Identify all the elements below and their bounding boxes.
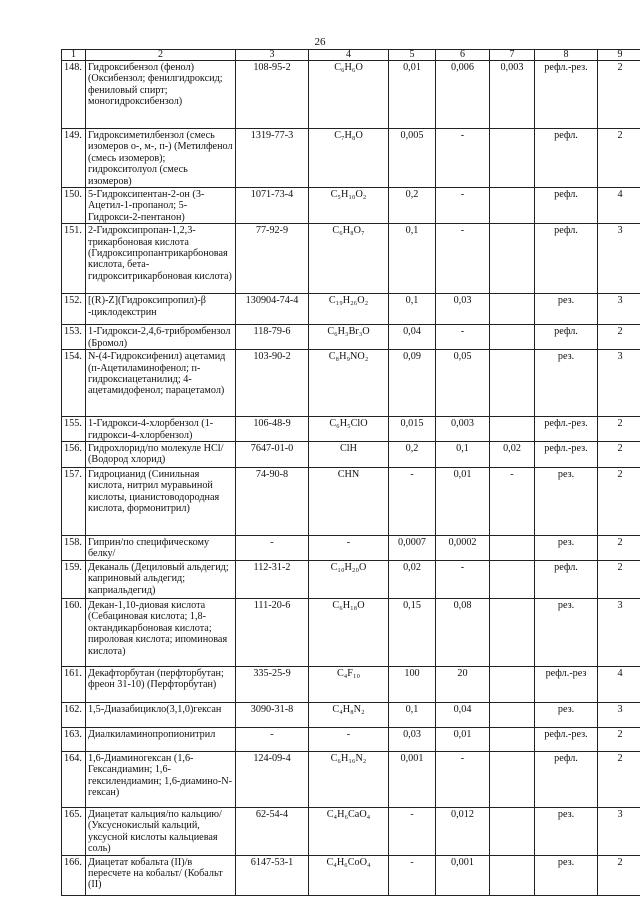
value-col9: 3 — [598, 702, 640, 727]
value-col6: 0,012 — [436, 807, 490, 855]
table-row — [62, 666, 640, 702]
row-number: 148. — [62, 61, 86, 129]
value-col6: 20 — [436, 666, 490, 702]
row-number: 152. — [62, 294, 86, 325]
value-col7: 0,003 — [490, 61, 535, 129]
substance-name: Гидрохлорид/по молекуле HCl/ (Водород хлорид) — [86, 442, 236, 468]
value-col5: 0,03 — [389, 727, 436, 751]
table-row — [62, 417, 640, 442]
substance-name: Гидроцианид (Синильная кислота, нитрил муравьиной кислоты, цианистоводородная кислота, формонитрил) — [86, 468, 236, 536]
table-row — [62, 294, 640, 325]
value-col5: - — [389, 468, 436, 536]
value-col6: - — [436, 560, 490, 598]
row-number: 161. — [62, 666, 86, 702]
row-number: 164. — [62, 751, 86, 807]
value-col7 — [490, 350, 535, 417]
substance-table — [61, 49, 640, 896]
cas-number: 1071-73-4 — [236, 188, 309, 224]
value-col8: рефл. — [535, 129, 598, 188]
value-col8: рефл. — [535, 188, 598, 224]
cas-number: 62-54-4 — [236, 807, 309, 855]
cas-number: 6147-53-1 — [236, 855, 309, 895]
row-number: 150. — [62, 188, 86, 224]
value-col7 — [490, 224, 535, 294]
cas-number: 103-90-2 — [236, 350, 309, 417]
column-header: 9 — [598, 50, 640, 61]
cas-number: 335-25-9 — [236, 666, 309, 702]
row-number: 156. — [62, 442, 86, 468]
cas-number: - — [236, 727, 309, 751]
value-col6: - — [436, 325, 490, 350]
formula: - — [309, 536, 389, 561]
substance-name: 5-Гидроксипентан-2-он (3-Ацетил-1-пропанол; 5-Гидрокси-2-пентанон) — [86, 188, 236, 224]
value-col7 — [490, 560, 535, 598]
value-col7 — [490, 702, 535, 727]
value-col5: 0,1 — [389, 702, 436, 727]
column-header: 1 — [62, 50, 86, 61]
value-col9: 2 — [598, 468, 640, 536]
value-col9: 2 — [598, 536, 640, 561]
cas-number: 3090-31-8 — [236, 702, 309, 727]
row-number: 162. — [62, 702, 86, 727]
value-col8: рефл. — [535, 325, 598, 350]
value-col6: 0,05 — [436, 350, 490, 417]
value-col5: 0,2 — [389, 188, 436, 224]
formula: - — [309, 727, 389, 751]
value-col6: 0,001 — [436, 855, 490, 895]
substance-name: Деканаль (Дециловый альдегид; каприновый альдегид; каприальдегид) — [86, 560, 236, 598]
cas-number: 124-09-4 — [236, 751, 309, 807]
table-row — [62, 560, 640, 598]
formula: C₄H₆CaO₄ — [309, 807, 389, 855]
table-row — [62, 727, 640, 751]
formula: C₁₉H₂₆O₂ — [309, 294, 389, 325]
column-header: 4 — [309, 50, 389, 61]
value-col5: 0,2 — [389, 442, 436, 468]
formula: C₆H₁₆N₂ — [309, 751, 389, 807]
value-col6: 0,0002 — [436, 536, 490, 561]
value-col8: рефл.-рез. — [535, 417, 598, 442]
value-col8: рефл.-рез. — [535, 727, 598, 751]
value-col5: - — [389, 807, 436, 855]
value-col5: 0,15 — [389, 598, 436, 666]
substance-name: 1-Гидрокси-4-хлорбензол (1-гидрокси-4-хлорбензол) — [86, 417, 236, 442]
cas-number: 118-79-6 — [236, 325, 309, 350]
value-col5: 0,1 — [389, 294, 436, 325]
value-col9: 2 — [598, 129, 640, 188]
value-col5: 0,01 — [389, 61, 436, 129]
column-header: 6 — [436, 50, 490, 61]
value-col8: рефл.-рез — [535, 666, 598, 702]
value-col9: 4 — [598, 666, 640, 702]
value-col8: рез. — [535, 598, 598, 666]
value-col9: 3 — [598, 598, 640, 666]
value-col8: рез. — [535, 294, 598, 325]
value-col8: рез. — [535, 855, 598, 895]
value-col5: 0,1 — [389, 224, 436, 294]
row-number: 157. — [62, 468, 86, 536]
column-header: 2 — [86, 50, 236, 61]
formula: C₆H₃Br₃O — [309, 325, 389, 350]
value-col5: 100 — [389, 666, 436, 702]
value-col9: 4 — [598, 188, 640, 224]
row-number: 153. — [62, 325, 86, 350]
substance-name: Декафторбутан (перфторбутан; фреон 31-10) (Перфторбутан) — [86, 666, 236, 702]
value-col7 — [490, 666, 535, 702]
value-col6: - — [436, 751, 490, 807]
column-header: 7 — [490, 50, 535, 61]
value-col8: рефл. — [535, 224, 598, 294]
value-col6: 0,01 — [436, 468, 490, 536]
value-col9: 2 — [598, 325, 640, 350]
value-col6: 0,03 — [436, 294, 490, 325]
value-col5: 0,005 — [389, 129, 436, 188]
substance-name: Гидроксиметилбензол (смесь изомеров о-, м-, п-) (Метилфенол (смесь изомеров); гидрокситолуол (смесь изомеров) — [86, 129, 236, 188]
cas-number: - — [236, 536, 309, 561]
value-col9: 2 — [598, 727, 640, 751]
formula: C₇H₈O — [309, 129, 389, 188]
formula: C₈H₉NO₂ — [309, 350, 389, 417]
table-row — [62, 325, 640, 350]
substance-name: 1-Гидрокси-2,4,6-трибромбензол (Бромол) — [86, 325, 236, 350]
formula: C₄H₈N₂ — [309, 702, 389, 727]
value-col7 — [490, 188, 535, 224]
table-row — [62, 350, 640, 417]
value-col5: - — [389, 855, 436, 895]
cas-number: 74-90-8 — [236, 468, 309, 536]
substance-name: N-(4-Гидроксифенил) ацетамид (п-Ацетиламинофенол; п-гидроксиацетанилид; 4-ацетамидофенол; парацетамол) — [86, 350, 236, 417]
value-col7 — [490, 598, 535, 666]
formula: C₆H₁₈O — [309, 598, 389, 666]
column-number-row — [62, 50, 640, 61]
formula: C₆H₅ClO — [309, 417, 389, 442]
substance-name: 1,6-Диаминогексан (1,6-Гександиамин; 1,6-гексилендиамин; 1,6-диамино-N-гексан) — [86, 751, 236, 807]
column-header: 3 — [236, 50, 309, 61]
value-col7 — [490, 536, 535, 561]
value-col9: 3 — [598, 224, 640, 294]
value-col8: рефл.-рез. — [535, 442, 598, 468]
formula: C₅H₁₀O₂ — [309, 188, 389, 224]
value-col7: 0,02 — [490, 442, 535, 468]
substance-name: [(R)-Z](Гидроксипропил)-β -циклодекстрин — [86, 294, 236, 325]
value-col7 — [490, 751, 535, 807]
row-number: 154. — [62, 350, 86, 417]
value-col9: 2 — [598, 417, 640, 442]
value-col9: 2 — [598, 61, 640, 129]
value-col6: 0,01 — [436, 727, 490, 751]
value-col6: - — [436, 224, 490, 294]
table-row — [62, 468, 640, 536]
table-row — [62, 598, 640, 666]
formula: C₆H₆O — [309, 61, 389, 129]
formula: C₄F₁₀ — [309, 666, 389, 702]
value-col6: 0,08 — [436, 598, 490, 666]
column-header: 8 — [535, 50, 598, 61]
substance-name: Диацетат кобальта (II)/в пересчете на кобальт/ (Кобальт (II) — [86, 855, 236, 895]
value-col6: - — [436, 188, 490, 224]
value-col8: рефл. — [535, 751, 598, 807]
value-col6: 0,006 — [436, 61, 490, 129]
table-row — [62, 807, 640, 855]
value-col8: рез. — [535, 536, 598, 561]
value-col9: 2 — [598, 855, 640, 895]
value-col9: 3 — [598, 294, 640, 325]
row-number: 159. — [62, 560, 86, 598]
column-header: 5 — [389, 50, 436, 61]
value-col5: 0,02 — [389, 560, 436, 598]
row-number: 165. — [62, 807, 86, 855]
formula: C₁₀H₂₀O — [309, 560, 389, 598]
value-col9: 3 — [598, 350, 640, 417]
value-col7 — [490, 807, 535, 855]
row-number: 166. — [62, 855, 86, 895]
cas-number: 111-20-6 — [236, 598, 309, 666]
value-col8: рез. — [535, 350, 598, 417]
value-col7 — [490, 294, 535, 325]
value-col5: 0,09 — [389, 350, 436, 417]
value-col6: 0,04 — [436, 702, 490, 727]
row-number: 160. — [62, 598, 86, 666]
row-number: 158. — [62, 536, 86, 561]
table-row — [62, 129, 640, 188]
value-col6: 0,003 — [436, 417, 490, 442]
substance-name: 2-Гидроксипропан-1,2,3-трикарбоновая кислота (Гидроксипропантрикарбоновая кислота, бета-гидрокситрикарбоновая кислота) — [86, 224, 236, 294]
cas-number: 1319-77-3 — [236, 129, 309, 188]
formula: ClH — [309, 442, 389, 468]
table-row — [62, 442, 640, 468]
value-col5: 0,015 — [389, 417, 436, 442]
value-col9: 2 — [598, 751, 640, 807]
value-col9: 2 — [598, 442, 640, 468]
table-row — [62, 188, 640, 224]
row-number: 163. — [62, 727, 86, 751]
value-col7 — [490, 325, 535, 350]
cas-number: 112-31-2 — [236, 560, 309, 598]
cas-number: 7647-01-0 — [236, 442, 309, 468]
value-col8: рез. — [535, 702, 598, 727]
value-col5: 0,0007 — [389, 536, 436, 561]
substance-name: Диалкиламинопропионитрил — [86, 727, 236, 751]
value-col8: рефл.-рез. — [535, 61, 598, 129]
substance-name: Гидроксибензол (фенол) (Оксибензол; фенилгидроксид; фениловый спирт; моногидроксибензол) — [86, 61, 236, 129]
value-col8: рефл. — [535, 560, 598, 598]
value-col7 — [490, 129, 535, 188]
cas-number: 130904-74-4 — [236, 294, 309, 325]
value-col7: - — [490, 468, 535, 536]
table-row — [62, 224, 640, 294]
formula: C₄H₆CoO₄ — [309, 855, 389, 895]
row-number: 155. — [62, 417, 86, 442]
value-col7 — [490, 417, 535, 442]
table-row — [62, 702, 640, 727]
value-col5: 0,001 — [389, 751, 436, 807]
value-col6: - — [436, 129, 490, 188]
substance-name: Диацетат кальция/по кальцию/ (Уксуснокислый кальций, уксусной кислоты кальциевая соль) — [86, 807, 236, 855]
value-col9: 3 — [598, 807, 640, 855]
formula: CHN — [309, 468, 389, 536]
table-row — [62, 61, 640, 129]
table-row — [62, 751, 640, 807]
value-col7 — [490, 727, 535, 751]
substance-name: Гиприн/по специфическому белку/ — [86, 536, 236, 561]
value-col6: 0,1 — [436, 442, 490, 468]
value-col8: рез. — [535, 807, 598, 855]
row-number: 151. — [62, 224, 86, 294]
table-row — [62, 536, 640, 561]
row-number: 149. — [62, 129, 86, 188]
formula: C₆H₈O₇ — [309, 224, 389, 294]
cas-number: 106-48-9 — [236, 417, 309, 442]
cas-number: 108-95-2 — [236, 61, 309, 129]
substance-name: Декан-1,10-диовая кислота (Себациновая кислота; 1,8-октандикарбоновая кислота; пироловая кислота; ипоминовая кислота) — [86, 598, 236, 666]
value-col8: рез. — [535, 468, 598, 536]
value-col9: 2 — [598, 560, 640, 598]
value-col7 — [490, 855, 535, 895]
table-row — [62, 855, 640, 895]
cas-number: 77-92-9 — [236, 224, 309, 294]
page-number: 26 — [314, 36, 326, 48]
value-col5: 0,04 — [389, 325, 436, 350]
substance-name: 1,5-Диазабицикло(3,1,0)гексан — [86, 702, 236, 727]
